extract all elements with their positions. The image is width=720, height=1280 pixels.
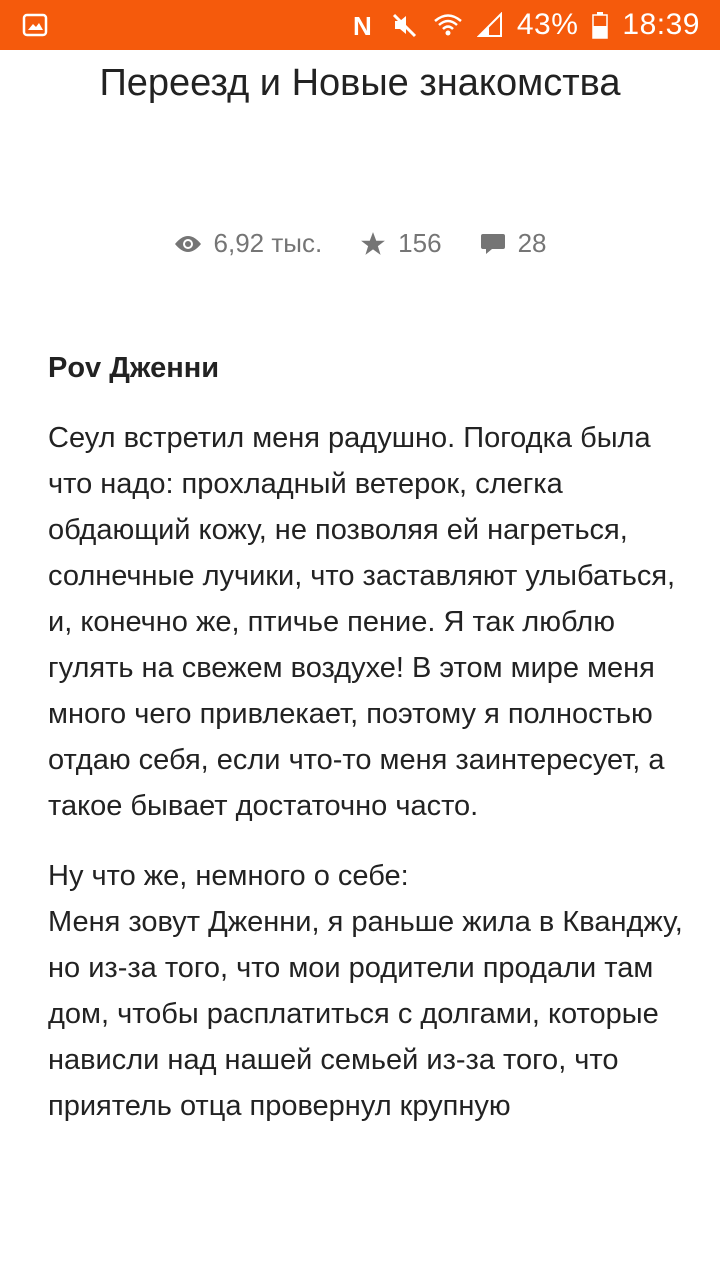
paragraph-1: Сеул встретил меня радушно. Погодка была что надо: прохладный ветерок, слегка обдающий кожу, не позволяя ей нагреться, солнечные лучики, что заставляют улыбаться, и, конечно же, птичье пение. Я так люблю гулять на свежем воздухе! В этом мире меня много чего привлекает, поэтому я полностью отдаю себя, если что-то меня заинтересует, а такое бывает достаточно часто.	[48, 422, 676, 822]
image-icon	[22, 12, 48, 38]
status-bar	[0, 0, 720, 50]
article-stats	[0, 228, 720, 259]
nfc-icon	[351, 12, 377, 38]
views-count: 6,92 тыс.	[213, 228, 323, 258]
battery-icon	[592, 11, 608, 39]
mute-icon	[391, 12, 419, 38]
status-indicators	[351, 0, 700, 50]
paragraph-2-line-1: Ну что же, немного о себе:	[48, 860, 409, 892]
stars-stat	[360, 228, 441, 259]
stars-count: 156	[398, 228, 442, 258]
star-icon	[360, 231, 386, 257]
paragraph-2	[48, 853, 688, 1129]
article-title: Переезд и Новые знакомства	[99, 62, 621, 104]
svg-text:N: N	[352, 12, 373, 38]
eye-icon	[174, 234, 202, 254]
comments-count: 28	[517, 228, 547, 258]
comments-stat[interactable]	[480, 228, 547, 259]
clock: 18:39	[622, 8, 700, 41]
views-stat	[174, 228, 323, 259]
paragraph-2-line-2: Меня зовут Дженни, я раньше жила в Кванджу, но из-за того, что мои родители продали там дом, чтобы расплатиться с долгами, которые нависли над нашей семьей из-за того, что приятель отца провернул крупную	[48, 906, 683, 1122]
battery-percent: 43%	[516, 8, 579, 41]
signal-icon	[477, 12, 503, 38]
article-body	[48, 345, 688, 1153]
comment-icon	[480, 232, 506, 256]
section-heading: Pov Дженни	[48, 352, 220, 384]
wifi-icon	[433, 12, 463, 38]
